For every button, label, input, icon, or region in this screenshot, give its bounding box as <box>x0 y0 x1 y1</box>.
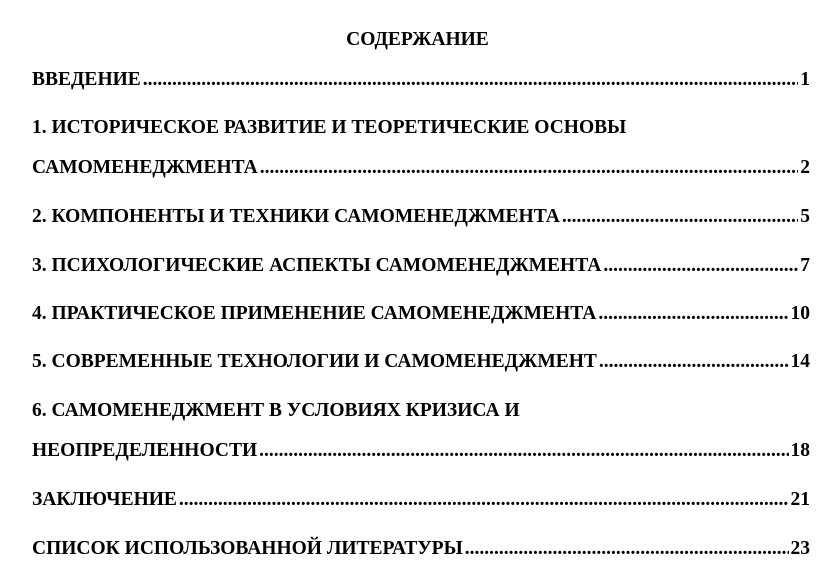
dot-leader <box>599 349 789 375</box>
toc-entry-label: САМОМЕНЕДЖМЕНТА <box>32 157 258 178</box>
toc-entry-page: 7 <box>800 255 810 276</box>
toc-entry-section-2 <box>32 204 810 230</box>
toc-entry-section-5 <box>32 349 810 375</box>
toc-entry-conclusion <box>32 487 810 513</box>
toc-entry-section-6-line-1 <box>32 398 810 424</box>
dot-leader <box>143 67 798 93</box>
toc-entry-page: 5 <box>800 206 810 227</box>
toc-entry-page: 21 <box>790 489 810 510</box>
dot-leader <box>603 253 798 279</box>
toc-entry-label: ЗАКЛЮЧЕНИЕ <box>32 489 177 510</box>
dot-leader <box>260 155 799 181</box>
toc-entry-label: НЕОПРЕДЕЛЕННОСТИ <box>32 440 258 461</box>
toc-entry-label: 5. СОВРЕМЕННЫЕ ТЕХНОЛОГИИ И САМОМЕНЕДЖМЕНТ <box>32 351 597 372</box>
toc-entry-label: 6. САМОМЕНЕДЖМЕНТ В УСЛОВИЯХ КРИЗИСА И <box>32 400 520 421</box>
toc-entry-page: 23 <box>790 538 810 559</box>
toc-entry-references <box>32 536 810 562</box>
toc-entry-section-3 <box>32 253 810 279</box>
toc-entry-label: 4. ПРАКТИЧЕСКОЕ ПРИМЕНЕНИЕ САМОМЕНЕДЖМЕНТА <box>32 303 597 324</box>
dot-leader <box>465 536 789 562</box>
toc-entry-label: ВВЕДЕНИЕ <box>32 69 141 90</box>
toc-entry-page: 1 <box>800 69 810 90</box>
toc-entry-section-4 <box>32 301 810 327</box>
toc-entry-introduction <box>32 67 810 93</box>
toc-entry-section-6 <box>32 438 810 464</box>
toc-entry-page: 14 <box>790 351 810 372</box>
toc-entry-section-1-line-1 <box>32 115 810 141</box>
dot-leader <box>598 301 788 327</box>
toc-entry-section-1 <box>32 155 810 181</box>
toc-entry-label: 1. ИСТОРИЧЕСКОЕ РАЗВИТИЕ И ТЕОРЕТИЧЕСКИЕ ОСНОВЫ <box>32 117 627 138</box>
toc-entry-page: 2 <box>800 157 810 178</box>
dot-leader <box>259 438 788 464</box>
toc-entry-page: 18 <box>790 440 810 461</box>
toc-entry-label: СПИСОК ИСПОЛЬЗОВАННОЙ ЛИТЕРАТУРЫ <box>32 538 463 559</box>
toc-entry-page: 10 <box>790 303 810 324</box>
dot-leader <box>562 204 798 230</box>
toc-entry-label: 3. ПСИХОЛОГИЧЕСКИЕ АСПЕКТЫ САМОМЕНЕДЖМЕНТА <box>32 255 602 276</box>
dot-leader <box>179 487 789 513</box>
toc-entry-label: 2. КОМПОНЕНТЫ И ТЕХНИКИ САМОМЕНЕДЖМЕНТА <box>32 206 560 227</box>
document-title: СОДЕРЖАНИЕ <box>346 29 489 50</box>
